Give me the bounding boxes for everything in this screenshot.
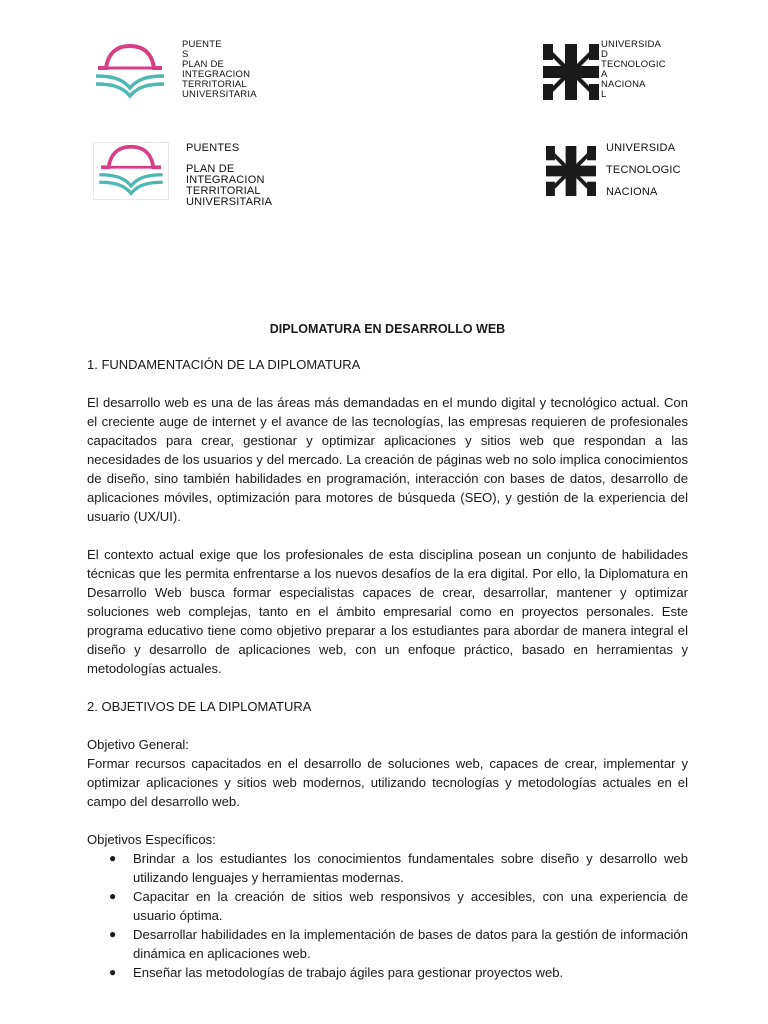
document-title: DIPLOMATURA EN DESARROLLO WEB bbox=[269, 322, 506, 336]
puentes-logo-secondary bbox=[93, 140, 293, 208]
objetivos-especificos-label: Objetivos Específicos: bbox=[87, 832, 216, 847]
logo-text-fragment: INTEGRACION bbox=[186, 174, 265, 186]
logo-text-line: S bbox=[182, 49, 189, 60]
logo-text-line bbox=[186, 185, 273, 208]
bullet-icon: ● bbox=[109, 927, 117, 941]
list-item bbox=[87, 925, 688, 963]
list-item bbox=[87, 849, 688, 887]
paragraph: El desarrollo web es una de las áreas más demandadas en el mundo digital y tecnológico actual. Con el creciente auge de internet y el avance de las tecnologías, las empresas requieren de profesionales capacitados para crear, gestionar y optimizar aplicaciones y sitios web que respondan a las necesidades de los usuarios y del mercado. La creación de páginas web no solo implica conocimientos de diseño, sino también habilidades en programación, interacción con bases de datos, desarrollo de aplicaciones móviles, optimización para motores de búsqueda (SEO), y gestión de la experiencia del usuario (UX/UI). bbox=[87, 395, 688, 524]
logo-text-line: D bbox=[601, 49, 609, 60]
paragraph: El contexto actual exige que los profesionales de esta disciplina posean un conjunto de habilidades técnicas que les permita enfrentarse a los nuevos desafíos de la era digital. Por ello, la Diplomatura en Desarrollo Web busca formar especialistas capaces de crear, desarrollar, mantener y optimizar soluciones web complejas, tanto en el ámbito empresarial como en proyectos personales. Este programa educativo tiene como objetivo preparar a los estudiantes para abordar de manera integral el diseño y desarrollo de aplicaciones web, con un enfoque práctico, basado en herramientas y metodologías actuales. bbox=[87, 547, 688, 676]
logo-text-line: PLAN DE bbox=[182, 59, 225, 70]
puentes-logo-frame bbox=[93, 142, 169, 200]
logo-text-line: UNIVERSITARIA bbox=[182, 89, 257, 100]
objetivo-general-text: Formar recursos capacitados en el desarrollo de soluciones web, capaces de crear, implementar y optimizar aplicaciones y sitios web modernos, utilizando tecnologías y metodologías actuales en el campo del desarrollo web. bbox=[87, 756, 688, 809]
bullet-icon: ● bbox=[109, 965, 117, 979]
utn-logo-icon bbox=[543, 44, 599, 100]
list-item-text: Desarrollar habilidades en la implementación de bases de datos para la gestión de información dinámica en aplicaciones web. bbox=[133, 927, 688, 961]
bullet-icon: ● bbox=[109, 851, 117, 865]
section-heading-fundamentacion: 1. FUNDAMENTACIÓN DE LA DIPLOMATURA bbox=[87, 357, 361, 372]
logo-text-line: NACIONA bbox=[606, 186, 658, 198]
utn-logo bbox=[543, 40, 693, 104]
logo-text-fragment: TERRITORIAL bbox=[186, 185, 261, 197]
logo-text-line: TERRITORIAL bbox=[182, 79, 247, 90]
list-item-text: Brindar a los estudiantes los conocimientos fundamentales sobre diseño y desarrollo web utilizando lenguajes y herramientas modernas. bbox=[133, 851, 688, 885]
puentes-logo bbox=[92, 40, 272, 104]
logo-text-fragment: PLAN DE bbox=[186, 163, 235, 175]
logo-text-line: UNIVERSIDA bbox=[601, 39, 662, 50]
logo-text-line bbox=[186, 163, 272, 186]
logo-text-fragment: UNIVERSITARIA bbox=[186, 196, 273, 208]
list-item-text: Capacitar en la creación de sitios web responsivos y accesibles, con una experiencia de usuario óptima. bbox=[133, 889, 688, 923]
list-item bbox=[87, 887, 688, 925]
puentes-arch bbox=[98, 46, 162, 68]
objetivos-especificos-list bbox=[87, 849, 688, 982]
logo-text-line: TECNOLOGIC bbox=[601, 59, 666, 70]
section-heading-objetivos: 2. OBJETIVOS DE LA DIPLOMATURA bbox=[87, 699, 312, 714]
utn-logo-icon bbox=[546, 146, 596, 196]
puentes-logo-icon bbox=[94, 143, 168, 199]
logo-text-line: UNIVERSIDA bbox=[606, 142, 676, 154]
logo-text-line: PUENTES bbox=[186, 142, 240, 154]
logo-text-line: L bbox=[601, 89, 607, 100]
list-item bbox=[87, 963, 688, 982]
puentes-logo-icon bbox=[92, 42, 168, 102]
logo-text-line: INTEGRACION bbox=[182, 69, 251, 80]
logo-text-line: NACIONA bbox=[601, 79, 646, 90]
bullet-icon: ● bbox=[109, 889, 117, 903]
objetivo-general-label: Objetivo General: bbox=[87, 737, 189, 752]
document-body bbox=[87, 320, 688, 982]
logo-text-line: A bbox=[601, 69, 608, 80]
logo-text-line: TECNOLOGIC bbox=[606, 164, 681, 176]
logo-text-line: PUENTE bbox=[182, 39, 222, 50]
list-item-text: Enseñar las metodologías de trabajo ágiles para gestionar proyectos web. bbox=[133, 965, 564, 980]
utn-logo-secondary bbox=[544, 140, 694, 204]
